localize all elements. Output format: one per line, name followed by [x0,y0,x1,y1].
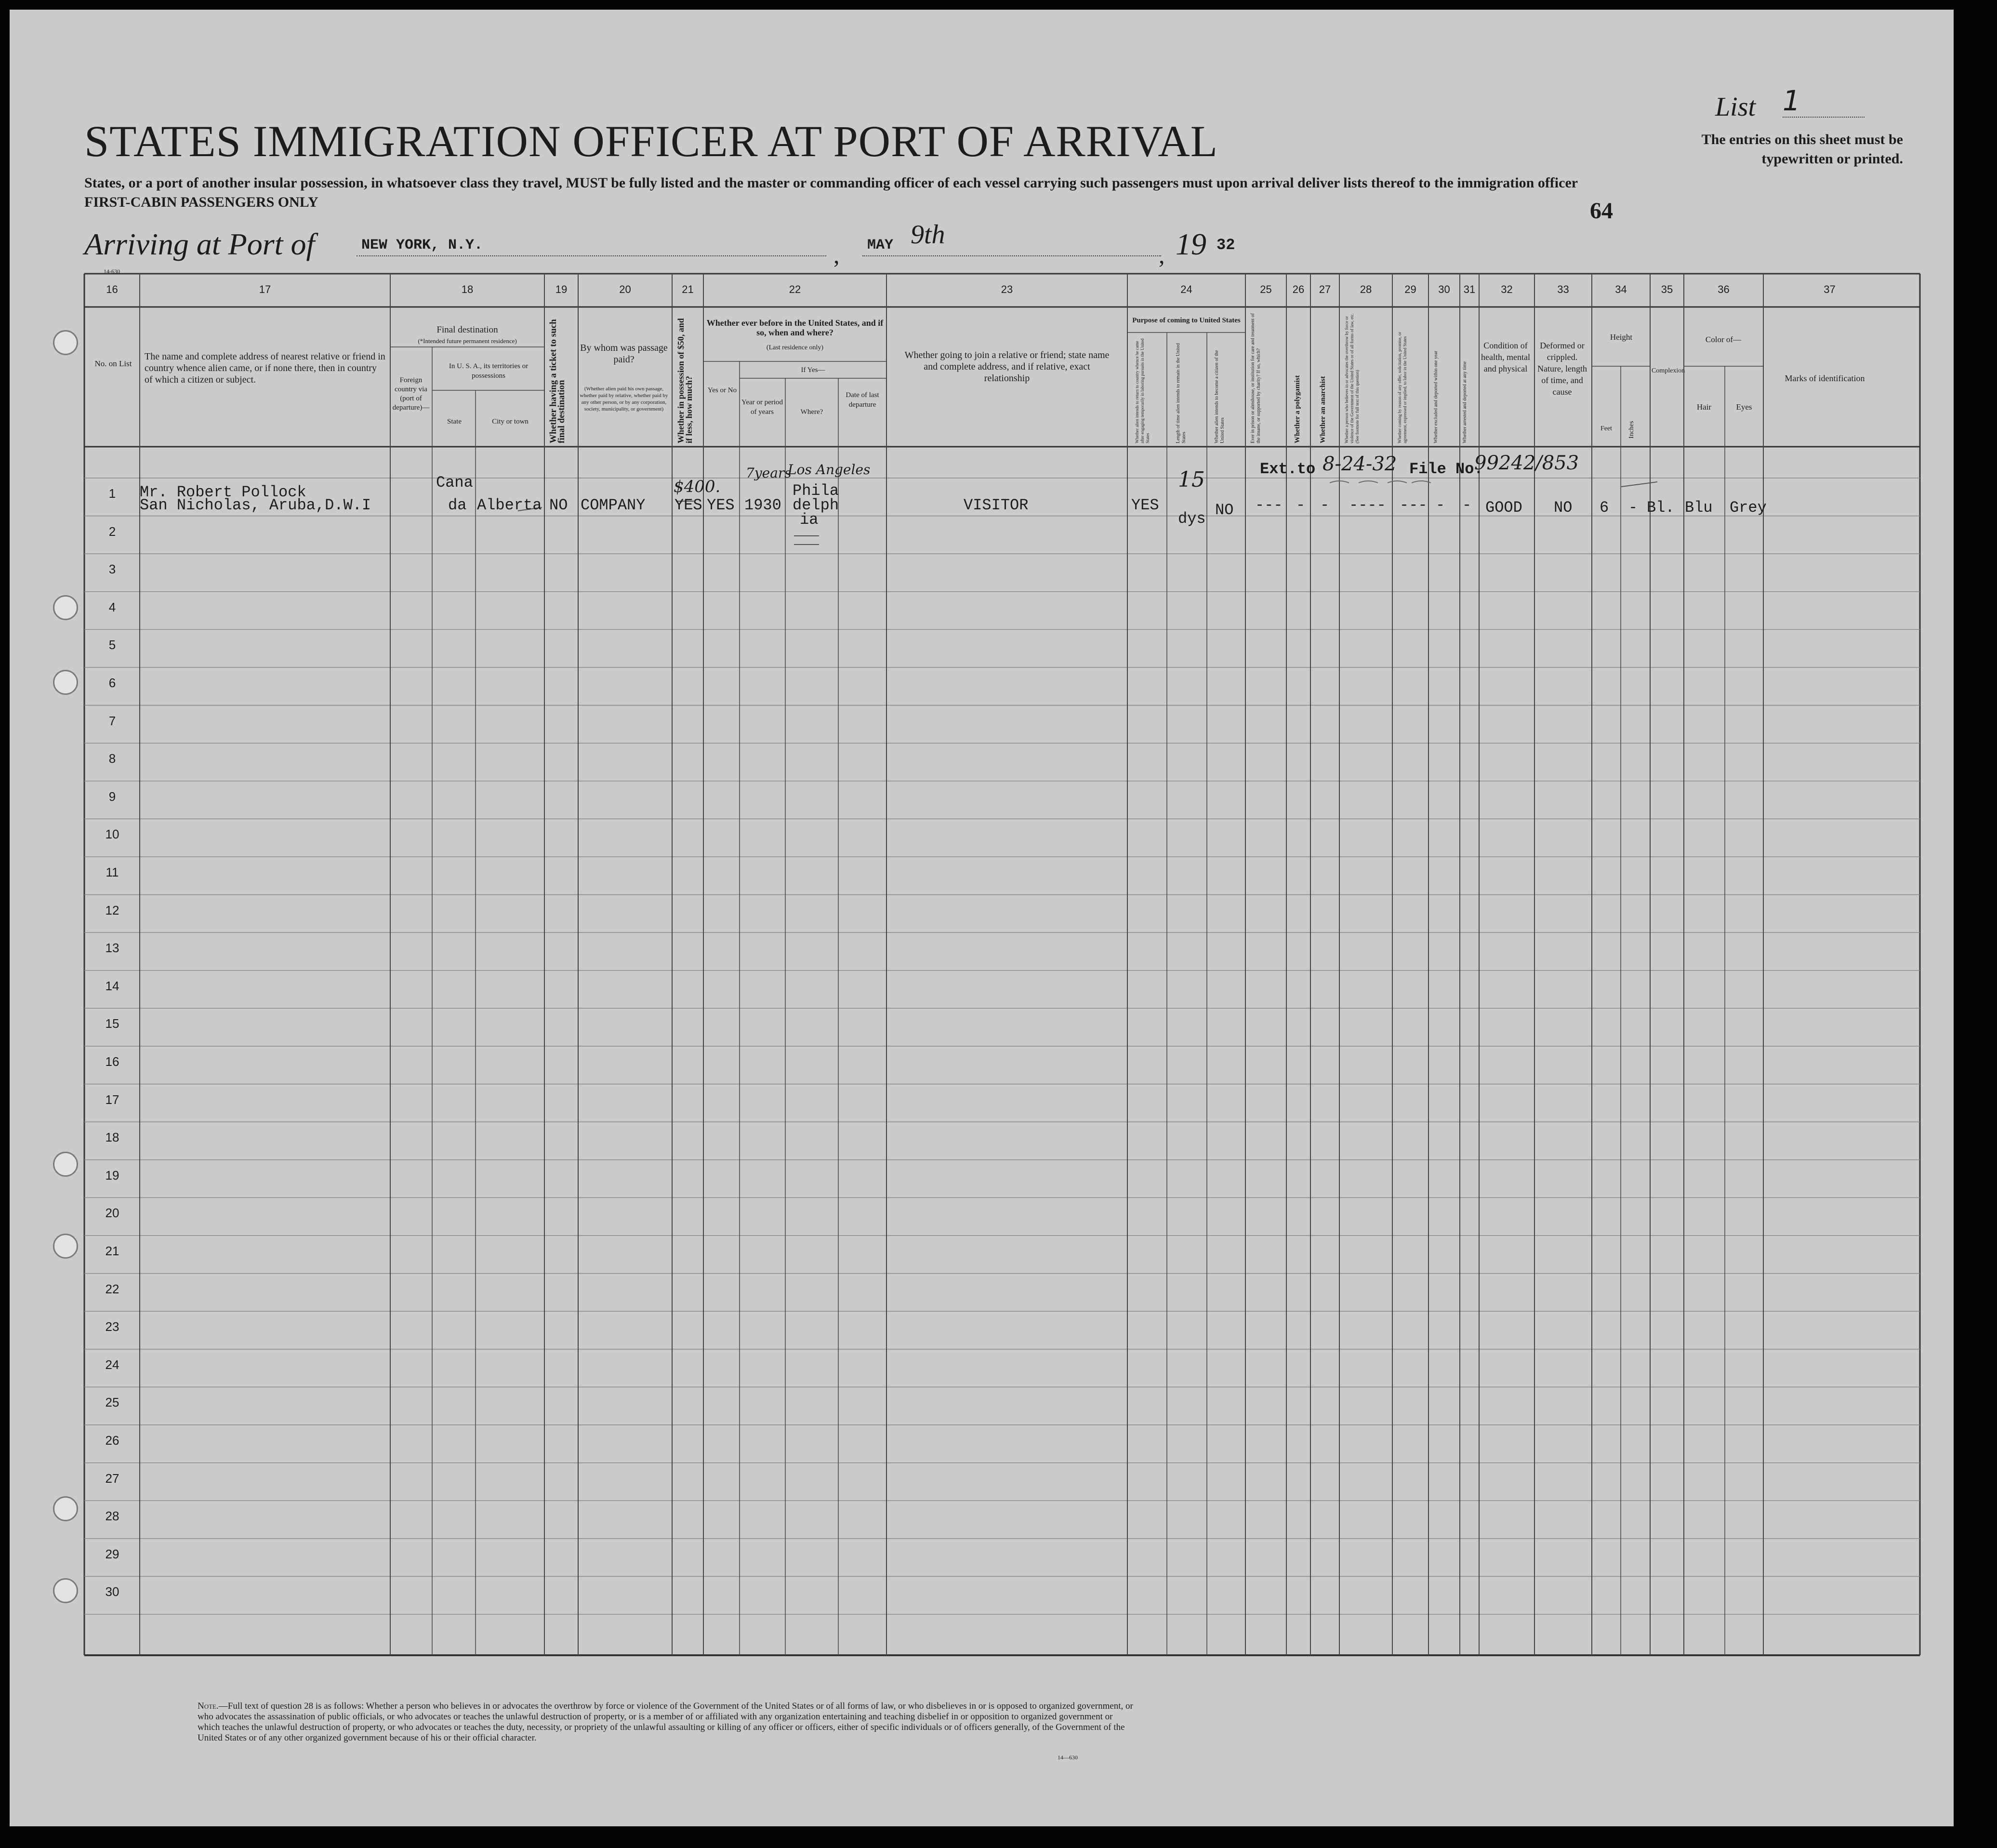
anarchist-value: - [1320,496,1330,514]
column-number: 32 [1501,283,1513,295]
row-number: 27 [105,1471,119,1486]
handwritten-tick [1388,481,1407,483]
struck-mark [1621,482,1657,487]
row-number: 15 [105,1016,119,1031]
row-number: 1 [108,486,116,501]
header-labor-offer: Whether coming by reason of any offer, solicitation, promise, or agreement, expressed or implied, to labor in the United States [1397,332,1407,443]
column-number: 30 [1438,283,1450,295]
year-value: 1930 [744,496,781,514]
header-joining: Whether going to join a relative or friend; state name and complete address, and if relative, exact relationship [904,350,1110,384]
extension-date: 8-24-32 [1323,453,1397,475]
header-purpose: Purpose of coming to United States [1132,317,1241,324]
row-number: 7 [108,713,116,728]
column-number: 17 [259,283,271,295]
relative-name: Mr. Robert Pollock [140,483,306,501]
footnote-text: —Full text of question 28 is as follows: Whether a person who believes in or advocates the overthrow by force or violence of the Government of the United States or of all forms of law, or who disbelieves in or is opposed to organized government, or who advocates the assassination of public officials, or who advocates or teaches the unlawful destruction of property, or is a member of or affiliated with any organization entertaining and teaching disbelief in or opposition to organized government or which teaches the unlawful destruction of property, or who advocates or teaches the duty, necessity, or propriety of the unlawful assaulting or killing of any officer or officers, either of specific individuals or of officers generally, of the Government of the United States or of any other organized government because of his or their official character. [198,1701,1133,1743]
where-value-cont: delph [793,496,839,514]
return-intent-value: YES [1131,496,1159,514]
column-number: 31 [1463,283,1476,295]
foreign-country: Cana [436,474,473,492]
arrested-value: - [1462,496,1472,514]
list-label: List [1715,92,1756,122]
page-number: 64 [1590,198,1613,224]
row-number: 8 [108,751,116,766]
row-number: 21 [105,1244,119,1258]
row-number: 18 [105,1130,119,1145]
row-number: 29 [105,1546,119,1561]
column-number: 24 [1180,283,1192,295]
header-year: Year or period of years [741,399,783,416]
list-number: 1 [1783,84,1800,117]
header-state: State [447,418,462,425]
row-number: 9 [108,789,116,804]
header-no-on-list: No. on List [94,359,132,368]
row-number: 23 [105,1319,119,1334]
length-unit: dys [1178,510,1206,528]
deformed-value: NO [1554,499,1573,517]
header-ticket: Whether having a ticket to such final destination [548,319,567,443]
entries-note: The entries on this sheet must be typewritten or printed. [1701,132,1903,167]
length-value: 15 [1178,467,1205,492]
row-number: 26 [105,1433,119,1448]
row-number: 13 [105,941,119,956]
header-yes-no: Yes or No [707,386,737,394]
eyes-value: Grey [1730,499,1767,517]
header-money: Whether in possession of $50, and if less, how much? [676,318,694,443]
column-number: 23 [1001,283,1013,295]
handwritten-tick [1359,481,1378,483]
header-citizen-intent: Whether alien intends to become a citizen of the United States [1214,350,1225,443]
where-value: Phila [793,482,839,500]
where-handwritten: Los Angeles [788,462,871,478]
column-number: 28 [1360,283,1372,295]
joining-value: VISITOR [964,496,1029,514]
arrival-year-prefix: 19 [1176,227,1206,261]
header-prison: Ever in prison or almshouse, or institution for care and treatment of the insane, or supported by charity? If so, which? [1250,313,1261,443]
header-last-departure: Date of last departure [846,391,879,409]
header-been-before-note: (Last residence only) [766,344,824,351]
been-before-value: YES [707,496,735,514]
polygamist-value: - [1296,496,1306,514]
row-number: 30 [105,1584,119,1599]
column-number: 33 [1557,283,1569,295]
health-value: GOOD [1485,499,1522,517]
foreign-country-cont: da [448,496,467,514]
advocate-value: ---- [1349,496,1386,514]
header-paid-by-note: (Whether alien paid his own passage, whether paid by relative, whether paid by any other person, or by any corporation, society, municipality, or government) [580,386,668,412]
offer-value: --- [1400,496,1428,514]
column-number: 35 [1661,283,1673,295]
column-number: 19 [555,283,568,295]
row-number: 19 [105,1168,119,1183]
column-number: 37 [1824,283,1836,295]
money-value: $400. [674,477,721,496]
arrival-label: Arriving at Port of [84,227,315,261]
header-return-intent: Whether alien intends to return to country whence he came after engaging temporarily in laboring pursuits in the United States [1135,338,1150,443]
row-number: 20 [105,1206,119,1221]
header-arrested: Whether arrested and deported at any time [1462,361,1468,443]
header-been-before: Whether ever before in the United States, and if so, when and where? [706,318,884,337]
header-relative-name: The name and complete address of nearest relative or friend in country whence alien came, or if none there, then in country of which a citizen or subject. [145,351,385,385]
paid-by-value: COMPANY [581,496,646,514]
row-number: 5 [108,638,116,652]
row-number: 24 [105,1357,119,1372]
excluded-value: - [1436,496,1445,514]
arrival-year-suffix: 32 [1217,236,1235,254]
prison-value: --- [1255,496,1283,514]
header-final-destination-note: (*Intended future permanent residence) [418,337,517,345]
row-number: 4 [108,599,116,614]
header-marks: Marks of identification [1785,373,1865,383]
row-number: 11 [106,865,119,879]
header-eyes: Eyes [1736,402,1752,412]
row-number: 2 [108,524,116,539]
header-anarchist: Whether an anarchist [1319,376,1327,443]
footnote-code: 14—630 [1058,1754,1078,1761]
column-number: 29 [1404,283,1416,295]
header-foreign-country: Foreign country via (port of departure)— [392,376,430,412]
arrival-port: NEW YORK, N.Y. [361,237,483,253]
header-health: Condition of health, mental and physical [1481,341,1530,373]
city-town: Alberta [477,496,542,514]
row-number: 17 [105,1092,119,1107]
inches-value: - [1628,499,1638,517]
header-height: Height [1610,332,1633,342]
header-advocate: Whether a person who believes in or advocates the overthrow by force or violence of the Government of the United States or of all forms of law, etc. (See footnote for full text of this question) [1344,313,1360,443]
header-polygamist: Whether a polygamist [1294,375,1301,443]
relative-address: San Nicholas, Aruba,D.W.I [140,496,371,514]
footnote-label: Note. [198,1701,219,1711]
header-where: Where? [800,408,823,416]
subtitle-class: FIRST-CABIN PASSENGERS ONLY [84,194,318,210]
citizen-value: NO [1215,501,1234,519]
footnote [198,1701,1137,1743]
row-number: 10 [105,827,119,842]
where-value-cont: ia [800,511,819,529]
subtitle-line: States, or a port of another insular possession, in whatsoever class they travel, MUST be fully listed and the master or commanding officer of each vessel carrying such passengers must upon arrival deliver lists thereof to the immigration officer [84,175,1578,191]
column-number: 34 [1615,283,1627,295]
column-number: 22 [789,283,801,295]
column-number: 21 [682,283,694,295]
file-number: 99242/853 [1474,452,1579,474]
row-number: 3 [108,562,116,577]
header-complexion: Complexion [1652,367,1685,374]
header-in-usa: In U. S. A., its territories or possessions [449,362,529,380]
comma: , [833,241,840,268]
row-number: 22 [105,1281,119,1296]
file-label: File No. [1409,460,1483,478]
comma: , [1159,241,1165,268]
arrival-month: MAY [867,237,894,253]
header-inches: Inches [1628,421,1635,439]
header-deformed: Deformed or crippled. Nature, length of time, and cause [1537,341,1587,397]
feet-value: 6 [1600,499,1609,517]
hair-value: Blu [1685,499,1713,517]
column-number: 26 [1292,283,1305,295]
form-code: 14-630 [104,268,120,275]
header-length-of-stay: Length of time alien intends to remain in the United States [1176,343,1187,443]
header-final-destination: Final destination [436,325,498,335]
header-color: Color of— [1705,335,1742,344]
header-hair: Hair [1696,402,1712,412]
period-value: 7years [746,465,792,481]
row-number: 6 [108,676,116,690]
row-number: 12 [105,903,119,917]
row-number: 25 [105,1395,119,1410]
column-number: 36 [1718,283,1730,295]
ticket-value: NO [549,496,568,514]
column-number: 20 [619,283,631,295]
header-if-yes: If Yes— [801,366,825,374]
header-excluded: Whether excluded and deported within one year [1433,350,1439,443]
header-paid-by: By whom was passage paid? [580,343,668,365]
row-number: 16 [105,1054,119,1069]
column-number: 25 [1260,283,1272,295]
extension-label: Ext.to [1260,460,1316,478]
row-number: 28 [105,1509,119,1524]
been-before-struck: YES [674,496,702,514]
column-number: 27 [1319,283,1331,295]
header-feet: Feet [1600,425,1613,432]
page-title: STATES IMMIGRATION OFFICER AT PORT OF ARRIVAL [84,117,1218,166]
complexion-value: Bl. [1647,499,1675,517]
header-city: City or town [492,418,529,425]
row-number: 14 [105,978,119,993]
column-number: 16 [106,283,118,295]
column-number: 18 [461,283,474,295]
arrival-day: 9th [911,220,945,250]
